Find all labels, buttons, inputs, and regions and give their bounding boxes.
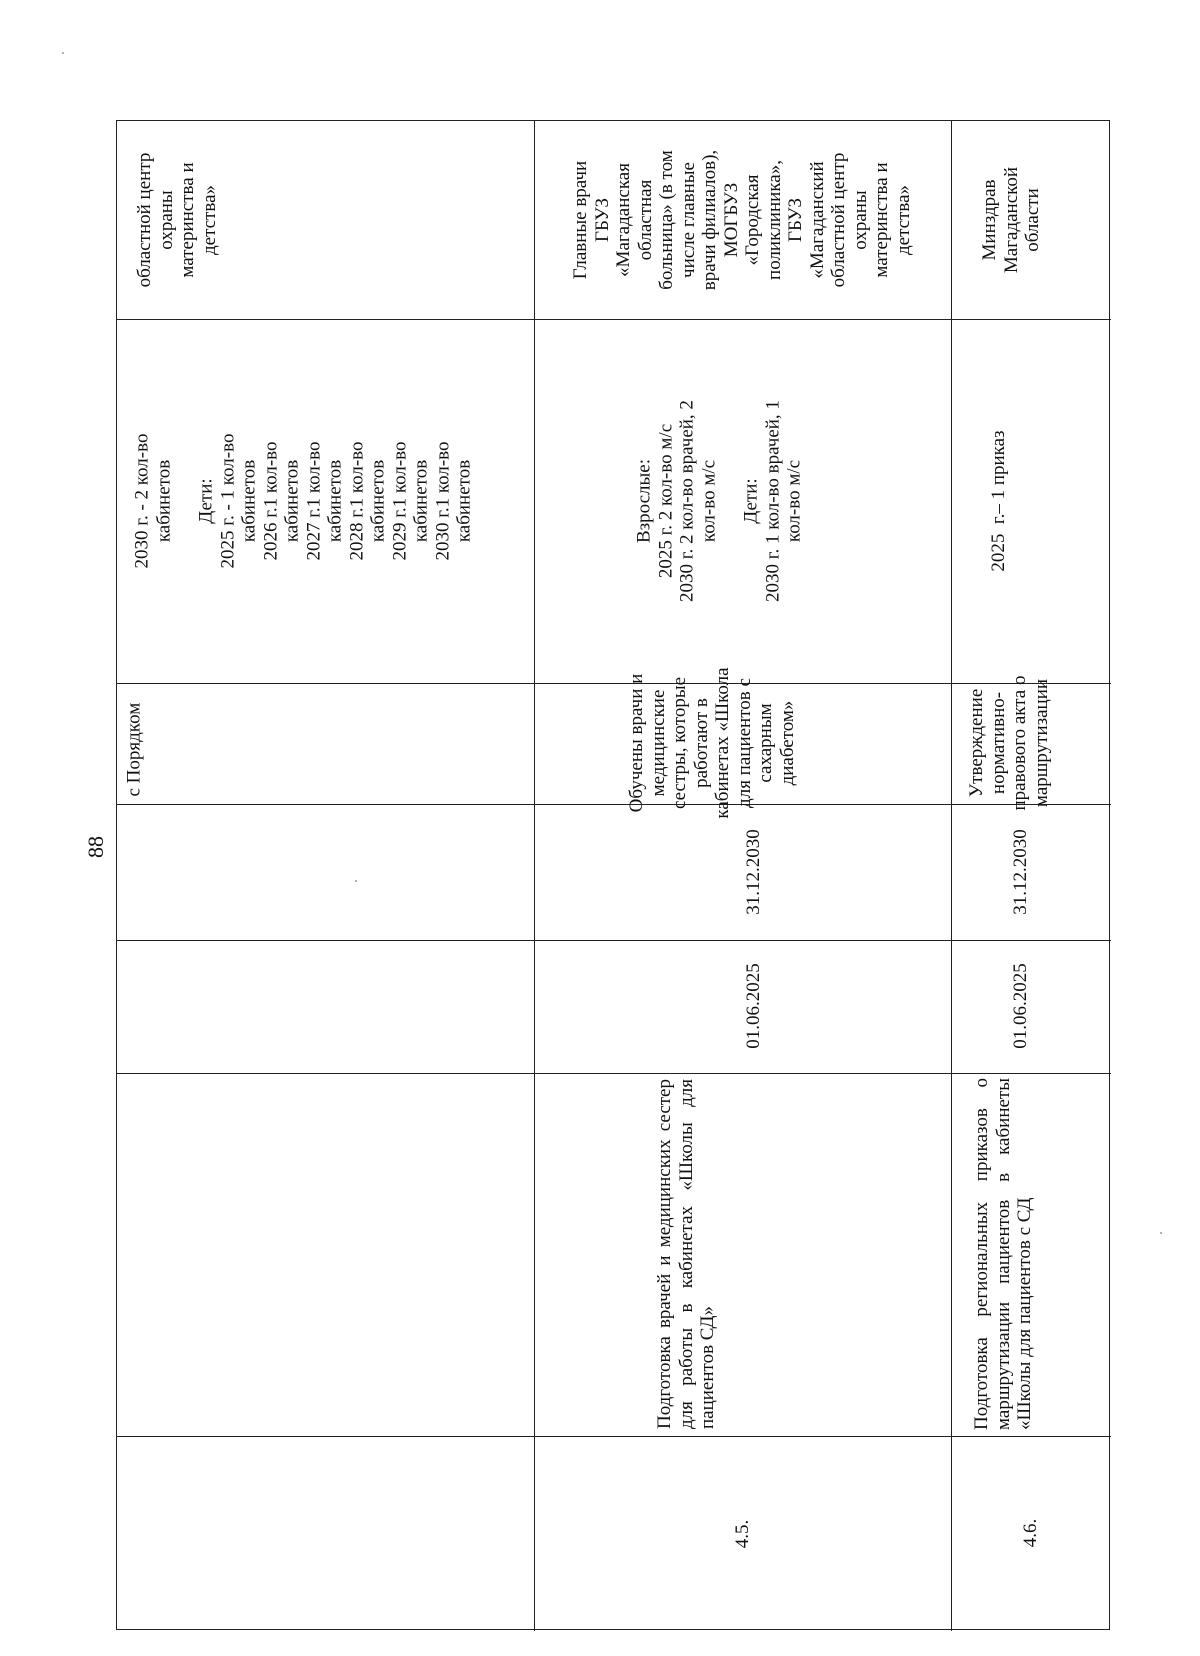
continued-measure-text: с Порядком bbox=[123, 702, 144, 796]
row-4-5-result-cell bbox=[534, 667, 951, 819]
continued-indicator-cell: 2030 г. - 2 кол-во кабинетов Дети: 2025 г. - 1 кол-во кабинетов 2026 г.1 кол-во кабинетов 2027 г.1 кол-во кабинетов 2028 г.1 кол-во кабинетов 2029 г.1 кол-во кабинетов 2030 г.1 кол-во кабинетов bbox=[130, 433, 474, 569]
continued-result-cell bbox=[117, 683, 534, 804]
row-4-5-end-date: 31.12.2030 bbox=[743, 829, 764, 915]
row-4-5-task: Подготовка врачей и медицинских сестер для работы в кабинетах «Школы для пациентов СД» bbox=[653, 1079, 718, 1429]
continued-responsible-cell bbox=[117, 121, 534, 319]
scan-speck bbox=[62, 52, 64, 54]
page-number: 88 bbox=[83, 836, 108, 858]
row-4-6-result-cell bbox=[951, 675, 1111, 811]
row-4-5-start-date: 01.06.2025 bbox=[743, 963, 764, 1049]
row-4-5-indicator-cell bbox=[534, 319, 951, 683]
row-4-6-task-cell bbox=[951, 1073, 1111, 1436]
row-4-6-indicator: 2025 г.– 1 приказ bbox=[988, 430, 1009, 572]
row-4-6-number: 4.6. bbox=[1020, 1518, 1041, 1548]
row-4-5-result: Обучены врачи и медицинские сестры, которые работают в кабинетах «Школа для пациентов с сахарным диабетом» bbox=[626, 667, 798, 819]
scan-speck bbox=[355, 880, 357, 882]
plan-table bbox=[116, 120, 1110, 1630]
scan-speck bbox=[1160, 1232, 1162, 1234]
continued-responsible-text: областной центр охраны материнства и детства» bbox=[134, 152, 220, 288]
row-4-5-start-cell bbox=[534, 940, 951, 1073]
row-4-6-responsible: Минздрав Магаданской области bbox=[978, 166, 1043, 274]
row-4-6-indicator-cell bbox=[951, 319, 1111, 683]
row-4-6-result: Утверждение нормативно- правового акта о маршрутизации bbox=[966, 675, 1052, 811]
row-4-6-end-cell bbox=[951, 804, 1111, 940]
row-4-5-number: 4.5. bbox=[731, 1519, 753, 1548]
row-4-5-responsible-cell bbox=[534, 121, 951, 319]
row-4-6-responsible-cell bbox=[951, 121, 1111, 319]
row-4-6-number-cell bbox=[951, 1436, 1111, 1631]
row-4-6-task: Подготовка региональных приказов о маршрутизации пациентов в кабинеты «Школы для пациентов с СД bbox=[970, 1078, 1035, 1430]
row-4-5-indicator: Взрослые: 2025 г. 2 кол-во м/с 2030 г. 2 кол-во врачей, 2 кол-во м/с Дети: 2030 г. 1 кол-во врачей, 1 кол-во м/с bbox=[633, 400, 805, 602]
row-4-5-responsible: Главные врачи ГБУЗ «Магаданская областная больница» (в том числе главные врачи филиалов), МОГБУЗ «Городская поликлиника», ГБУЗ «Магаданский областной центр охраны материнства и детства» bbox=[570, 149, 914, 291]
row-4-5-task-cell bbox=[534, 1073, 951, 1436]
row-4-6-end-date: 31.12.2030 bbox=[1010, 829, 1031, 915]
row-4-6-start-date: 01.06.2025 bbox=[1010, 963, 1031, 1049]
row-4-5-number-cell bbox=[534, 1436, 951, 1631]
row-4-6-start-cell bbox=[951, 940, 1111, 1073]
